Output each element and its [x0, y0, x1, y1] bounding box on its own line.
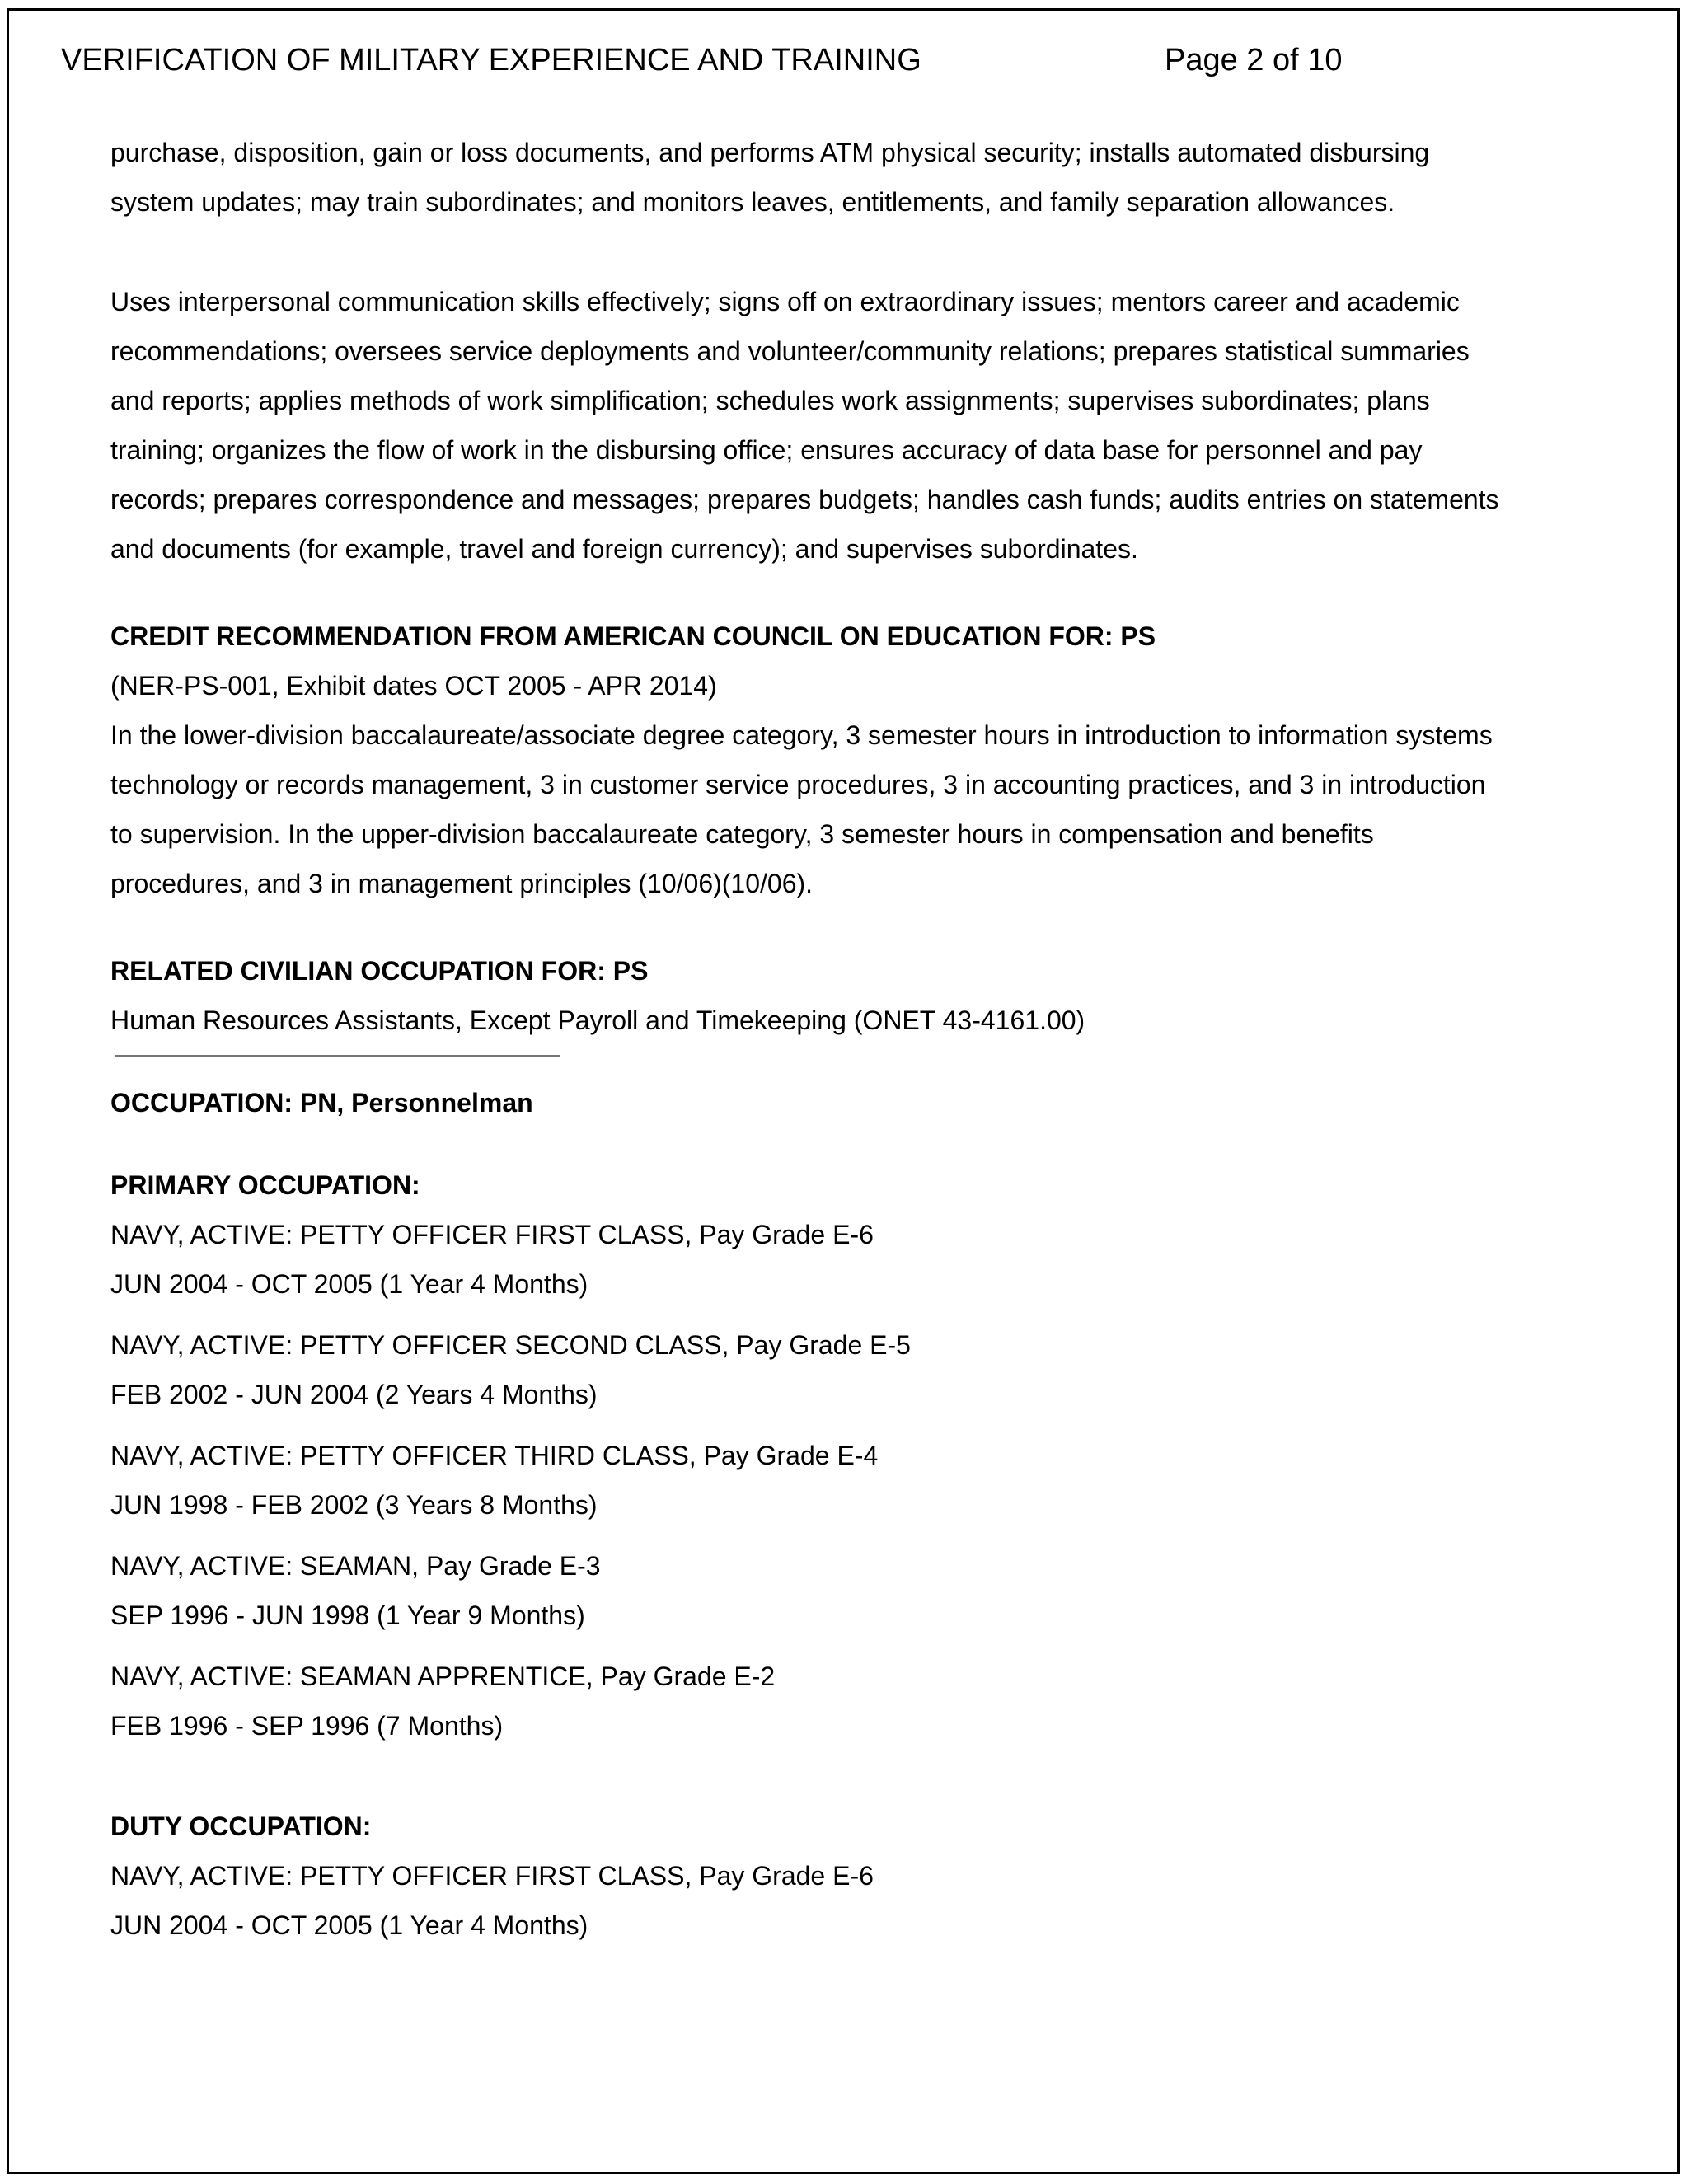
dates-line: JUN 2004 - OCT 2005 (1 Year 4 Months) — [110, 1269, 588, 1299]
text-line: and documents (for example, travel and foreign currency); and supervises subordinates. — [110, 534, 1138, 564]
text-line: system updates; may train subordinates; and monitors leaves, entitlements, and family separation allowances. — [110, 187, 1395, 217]
rank-line: NAVY, ACTIVE: PETTY OFFICER FIRST CLASS, Pay Grade E-6 — [110, 1861, 874, 1891]
page-number: Page 2 of 10 — [1165, 43, 1343, 77]
dates-line: JUN 2004 - OCT 2005 (1 Year 4 Months) — [110, 1910, 588, 1940]
rank-line: NAVY, ACTIVE: PETTY OFFICER THIRD CLASS, Pay Grade E-4 — [110, 1441, 879, 1470]
document-title: VERIFICATION OF MILITARY EXPERIENCE AND TRAINING — [61, 43, 921, 77]
text-line: procedures, and 3 in management principles (10/06)(10/06). — [110, 869, 814, 898]
dates-line: JUN 1998 - FEB 2002 (3 Years 8 Months) — [110, 1490, 598, 1520]
primary-occupation-heading: PRIMARY OCCUPATION: — [110, 1170, 420, 1200]
primary-occupation-section — [110, 1160, 1578, 1750]
list-item — [110, 1652, 1578, 1750]
credit-recommendation-section — [110, 612, 1578, 908]
credit-exhibit: (NER-PS-001, Exhibit dates OCT 2005 - APR 2014) — [110, 671, 717, 701]
occupation-heading: OCCUPATION: PN, Personnelman — [110, 1088, 533, 1118]
list-item — [110, 1851, 1578, 1950]
text-line: to supervision. In the upper-division baccalaureate category, 3 semester hours in compensation and benefits — [110, 819, 1374, 849]
text-line: purchase, disposition, gain or loss documents, and performs ATM physical security; installs automated disbursing — [110, 138, 1430, 167]
duty-occupation-section — [110, 1802, 1578, 1950]
paragraph-supervisory-duties — [110, 277, 1578, 574]
text-line: and reports; applies methods of work simplification; schedules work assignments; supervises subordinates; plans — [110, 386, 1430, 415]
civilian-occupation-section — [110, 946, 1578, 1045]
civilian-occupation-text: Human Resources Assistants, Except Payroll and Timekeeping (ONET 43-4161.00) — [110, 1005, 1085, 1035]
text-line: recommendations; oversees service deployments and volunteer/community relations; prepares statistical summaries — [110, 336, 1470, 366]
duty-occupation-heading: DUTY OCCUPATION: — [110, 1811, 372, 1841]
text-line: training; organizes the flow of work in the disbursing office; ensures accuracy of data base for personnel and pay — [110, 435, 1423, 465]
paragraph-duties-continued — [110, 128, 1578, 227]
list-item — [110, 1210, 1578, 1309]
dates-line: FEB 1996 - SEP 1996 (7 Months) — [110, 1711, 504, 1741]
text-line: technology or records management, 3 in customer service procedures, 3 in accounting practices, and 3 in introduction — [110, 770, 1486, 799]
rank-line: NAVY, ACTIVE: PETTY OFFICER FIRST CLASS, Pay Grade E-6 — [110, 1220, 874, 1249]
dates-line: FEB 2002 - JUN 2004 (2 Years 4 Months) — [110, 1380, 598, 1409]
text-line: In the lower-division baccalaureate/associate degree category, 3 semester hours in introduction to information systems — [110, 720, 1493, 750]
rank-line: NAVY, ACTIVE: PETTY OFFICER SECOND CLASS, Pay Grade E-5 — [110, 1330, 911, 1360]
list-item — [110, 1320, 1578, 1419]
rank-line: NAVY, ACTIVE: SEAMAN, Pay Grade E-3 — [110, 1551, 601, 1581]
document-body — [110, 128, 1578, 1950]
credit-heading: CREDIT RECOMMENDATION FROM AMERICAN COUNCIL ON EDUCATION FOR: PS — [110, 621, 1156, 651]
list-item — [110, 1541, 1578, 1640]
rank-line: NAVY, ACTIVE: SEAMAN APPRENTICE, Pay Grade E-2 — [110, 1661, 776, 1691]
dates-line: SEP 1996 - JUN 1998 (1 Year 9 Months) — [110, 1601, 585, 1630]
text-line: Uses interpersonal communication skills effectively; signs off on extraordinary issues; mentors career and academic — [110, 287, 1460, 316]
list-item — [110, 1431, 1578, 1530]
text-line: records; prepares correspondence and messages; prepares budgets; handles cash funds; audits entries on statements — [110, 485, 1499, 514]
civilian-heading: RELATED CIVILIAN OCCUPATION FOR: PS — [110, 956, 649, 986]
